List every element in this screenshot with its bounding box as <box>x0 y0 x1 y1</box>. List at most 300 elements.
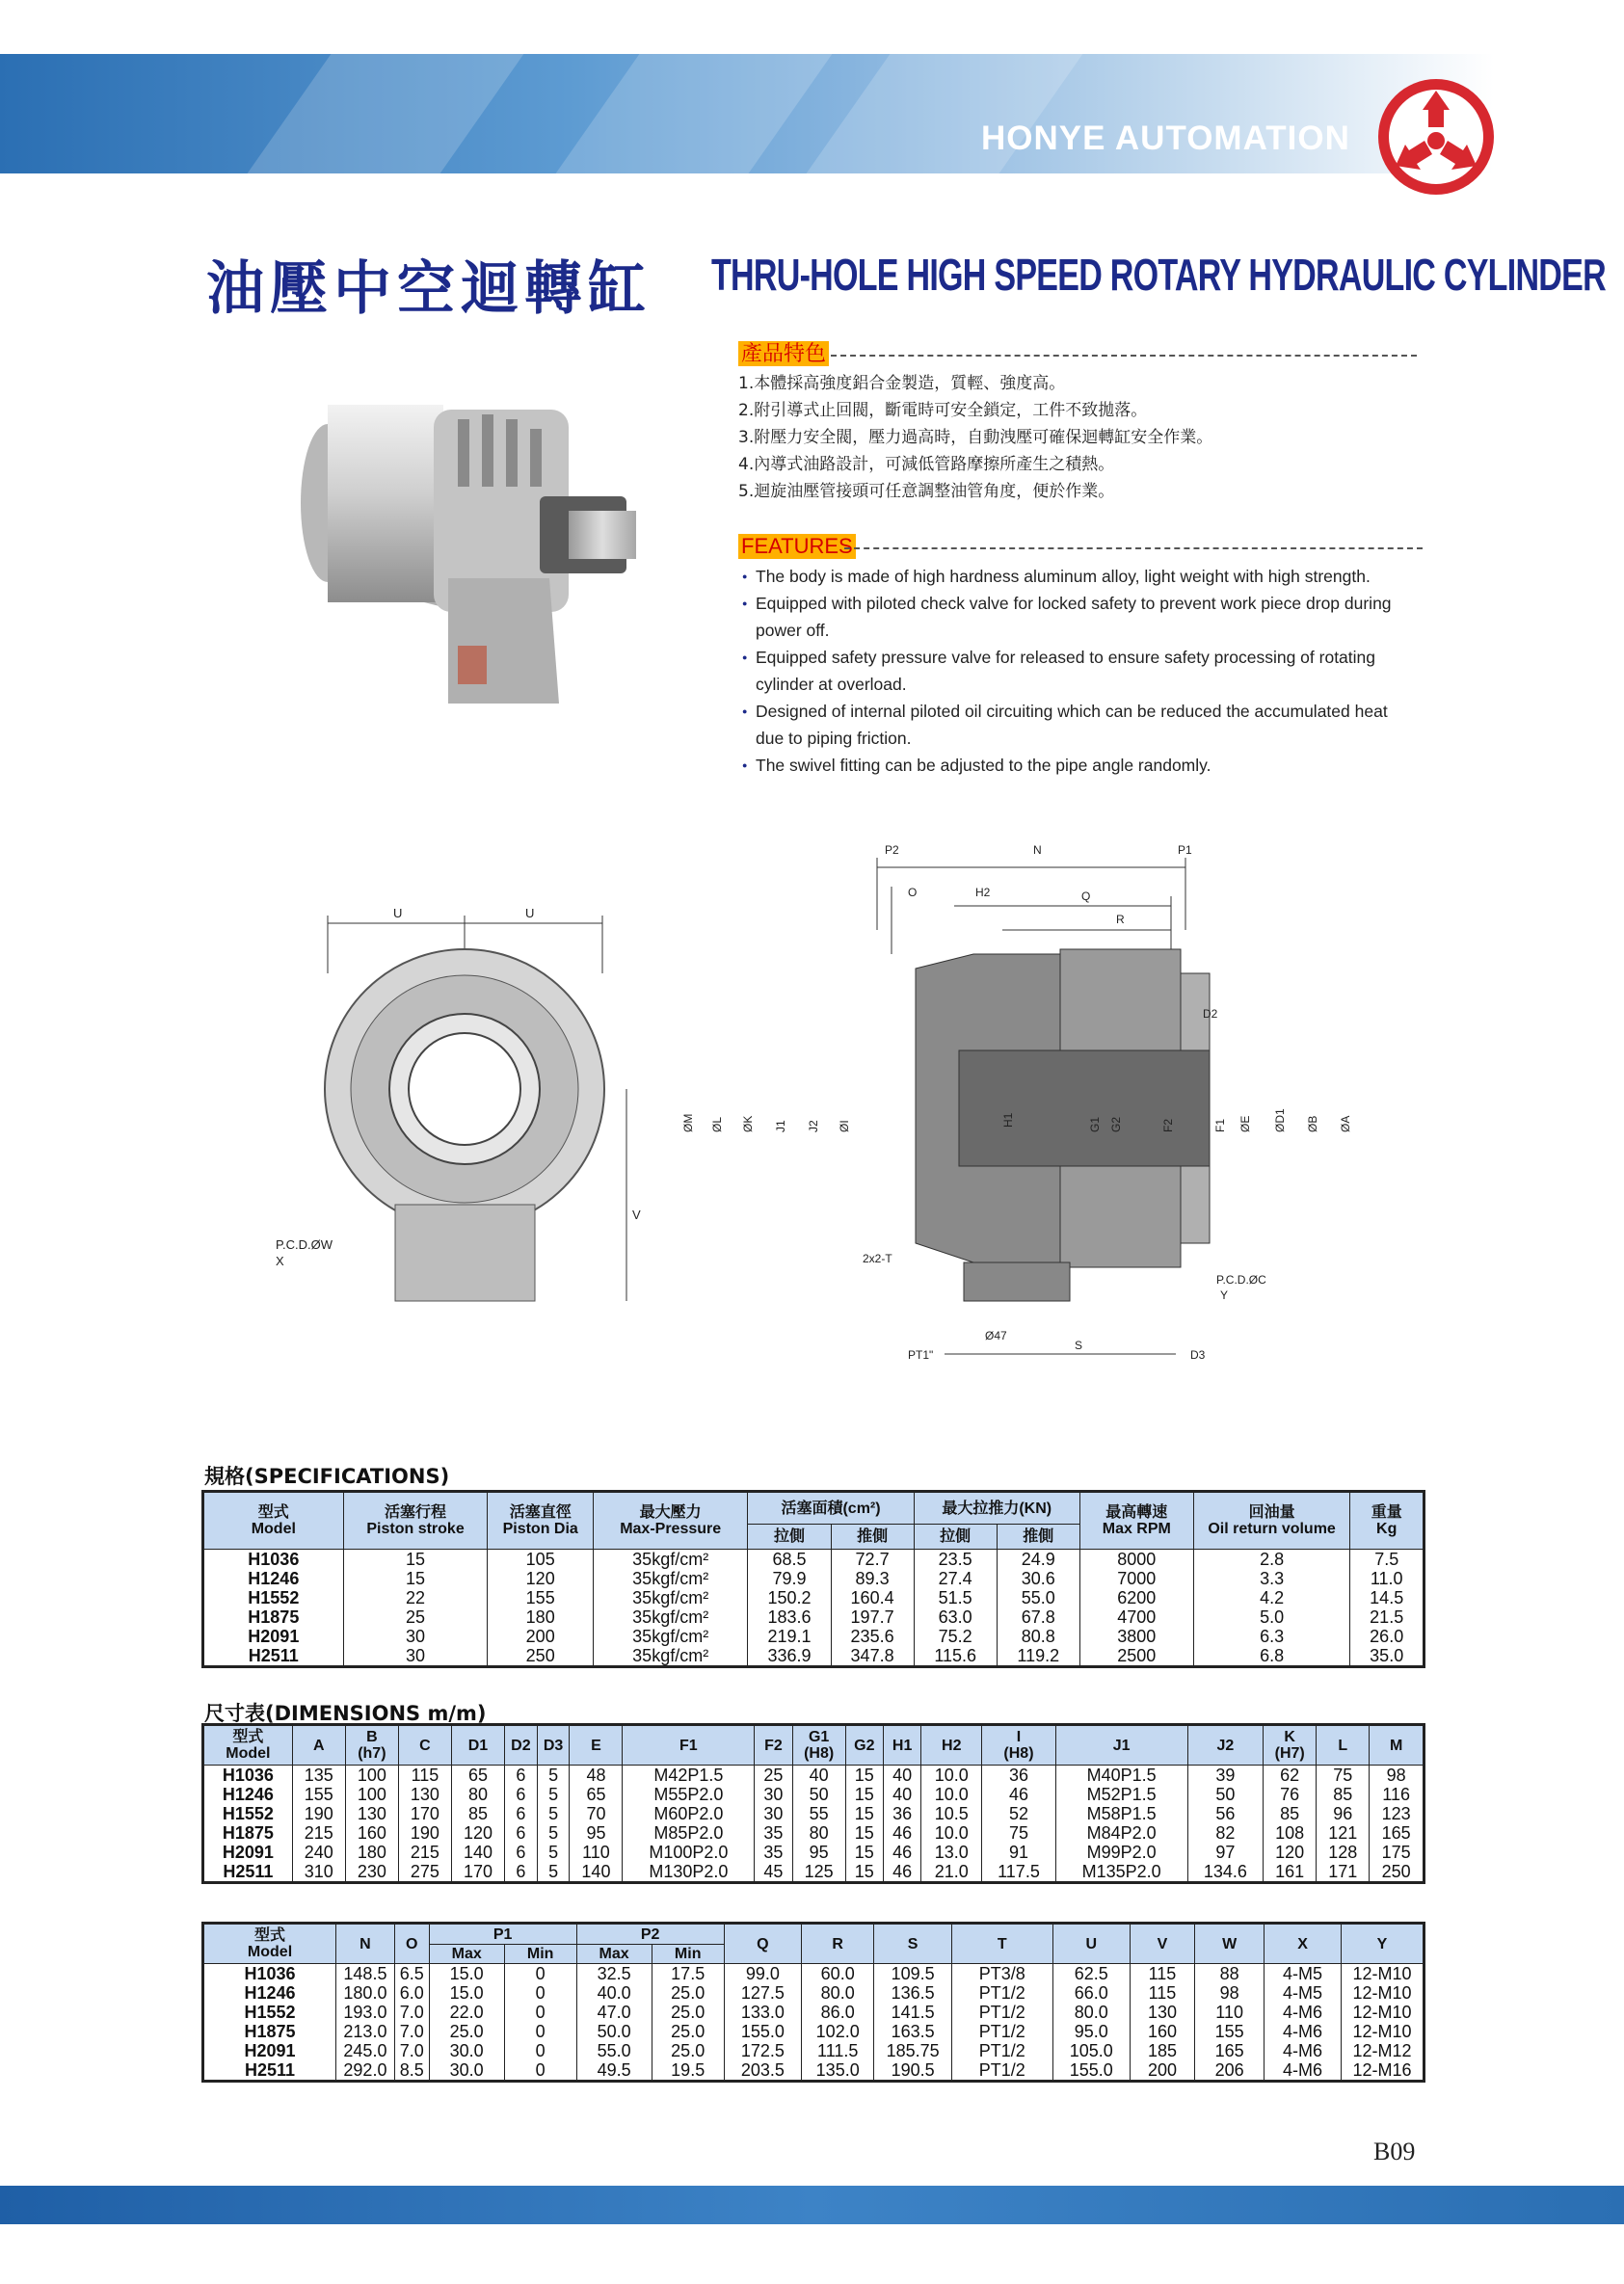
table-cell: 80.0 <box>1052 2003 1130 2022</box>
table-cell: 35kgf/cm² <box>593 1569 748 1588</box>
table-cell: 102.0 <box>802 2022 874 2041</box>
table-cell: 6 <box>505 1862 538 1883</box>
dim-label-pcd-w: P.C.D.ØW <box>276 1237 333 1252</box>
list-item: 5.迴旋油壓管接頭可任意調整油管角度，便於作業。 <box>738 482 1115 501</box>
table-row <box>203 1785 1424 1804</box>
table-cell: 105.0 <box>1052 2041 1130 2060</box>
table-cell: 30.0 <box>429 2060 504 2082</box>
table-cell: 86.0 <box>802 2003 874 2022</box>
col-header: J2 <box>1187 1725 1264 1766</box>
table-cell: 55.0 <box>997 1588 1079 1607</box>
table-cell: 15 <box>343 1569 488 1588</box>
dim-label-u2: U <box>525 906 535 920</box>
table-cell: 15 <box>343 1550 488 1570</box>
table-cell: 140 <box>451 1843 504 1862</box>
table-cell: 35 <box>755 1823 792 1843</box>
col-header: R <box>802 1924 874 1964</box>
col-header: T <box>951 1924 1052 1964</box>
col-header: E <box>570 1725 623 1766</box>
table-row <box>203 2041 1424 2060</box>
table-row <box>203 1550 1424 1570</box>
table-cell: 82 <box>1187 1823 1264 1843</box>
col-header: S <box>874 1924 952 1964</box>
dim-label-f2: F2 <box>1161 1118 1175 1132</box>
col-header: F1 <box>623 1725 755 1766</box>
table-cell: 47.0 <box>576 2003 652 2022</box>
table-cell: 30 <box>755 1804 792 1823</box>
col-header: W <box>1195 1924 1265 1964</box>
list-item: ● The swivel fitting can be adjusted to the pipe angle randomly. <box>742 752 1417 779</box>
col-header: O <box>394 1924 429 1964</box>
table-cell: PT3/8 <box>951 1964 1052 1984</box>
dim-label-p1: P1 <box>1178 843 1192 857</box>
table-cell: 88 <box>1195 1964 1265 1984</box>
table-cell: H2511 <box>203 1646 344 1667</box>
dimensions-table-1 <box>201 1723 1425 1884</box>
table-cell: 10.5 <box>921 1804 982 1823</box>
specs-title: 規格(SPECIFICATIONS) <box>204 1465 450 1488</box>
table-cell: 15.0 <box>429 1983 504 2003</box>
table-cell: 6 <box>505 1823 538 1843</box>
table-cell: 89.3 <box>831 1569 914 1588</box>
table-cell: 62 <box>1264 1766 1317 1786</box>
table-cell: 63.0 <box>914 1607 997 1627</box>
table-cell: 5 <box>537 1766 570 1786</box>
list-item: 1.本體採高強度鋁合金製造，質輕、強度高。 <box>738 374 1066 393</box>
table-cell: 2500 <box>1079 1646 1193 1667</box>
brand-name: HONYE AUTOMATION <box>981 120 1350 157</box>
table-cell: 3800 <box>1079 1627 1193 1646</box>
col-header: V <box>1130 1924 1194 1964</box>
table-cell: 7.0 <box>394 2041 429 2060</box>
table-cell: 160 <box>1130 2022 1194 2041</box>
col-header: 活塞面積(cm²) <box>748 1492 914 1525</box>
dim-label-d3: D3 <box>1190 1348 1206 1362</box>
features-en-label: FEATURES <box>738 534 856 559</box>
table-cell: 80.8 <box>997 1627 1079 1646</box>
list-item: 2.附引導式止回閥，斷電時可安全鎖定，工件不致拋落。 <box>738 401 1148 420</box>
table-cell: PT1/2 <box>951 2003 1052 2022</box>
dim-label-v: V <box>632 1208 641 1222</box>
table-cell: 4-M6 <box>1265 2060 1342 2082</box>
table-cell: 200 <box>488 1627 593 1646</box>
table-cell: 185.75 <box>874 2041 952 2060</box>
col-header: D3 <box>537 1725 570 1766</box>
col-header: Min <box>504 1945 576 1964</box>
table-cell: 6.5 <box>394 1964 429 1984</box>
table-cell: 46 <box>883 1823 920 1843</box>
table-cell: 123 <box>1370 1804 1424 1823</box>
table-cell: PT1/2 <box>951 2041 1052 2060</box>
dim-label-k: ØK <box>741 1115 755 1132</box>
col-header: A <box>292 1725 345 1766</box>
table-cell: 98 <box>1370 1766 1424 1786</box>
table-cell: 120 <box>1264 1843 1317 1862</box>
table-cell: 125 <box>792 1862 845 1883</box>
table-cell: 46 <box>982 1785 1056 1804</box>
table-cell: 7.0 <box>394 2022 429 2041</box>
table-cell: 155.0 <box>1052 2060 1130 2082</box>
table-cell: 15 <box>845 1843 883 1862</box>
dim-label-d2: D2 <box>1203 1007 1218 1021</box>
table-cell: M85P2.0 <box>623 1823 755 1843</box>
table-cell: 15 <box>845 1862 883 1883</box>
table-cell: 67.8 <box>997 1607 1079 1627</box>
table-cell: M52P1.5 <box>1055 1785 1187 1804</box>
table-cell: 160.4 <box>831 1588 914 1607</box>
table-cell: 100 <box>345 1785 398 1804</box>
table-cell: 245.0 <box>336 2041 395 2060</box>
table-cell: 25.0 <box>652 2022 724 2041</box>
table-row <box>203 2060 1424 2082</box>
table-row <box>203 1862 1424 1883</box>
col-header: Max <box>576 1945 652 1964</box>
table-cell: 336.9 <box>748 1646 831 1667</box>
table-cell: 7.5 <box>1350 1550 1424 1570</box>
table-cell: H2511 <box>203 2060 336 2082</box>
table-row <box>203 2022 1424 2041</box>
col-header: M <box>1370 1725 1424 1766</box>
list-item: ● Equipped safety pressure valve for released to ensure safety processing of rotating cylinder at overload. <box>742 644 1417 698</box>
divider <box>831 355 1417 357</box>
table-cell: 10.0 <box>921 1823 982 1843</box>
dim-label-e: ØE <box>1238 1115 1252 1132</box>
table-cell: 40.0 <box>576 1983 652 2003</box>
table-cell: 4-M6 <box>1265 2003 1342 2022</box>
dim-label-l: ØL <box>710 1116 724 1132</box>
table-row <box>203 1804 1424 1823</box>
table-cell: H1875 <box>203 1823 293 1843</box>
table-cell: 175 <box>1370 1843 1424 1862</box>
table-cell: 8.5 <box>394 2060 429 2082</box>
page-number: B09 <box>1373 2138 1416 2165</box>
table-cell: 155 <box>488 1588 593 1607</box>
table-cell: 26.0 <box>1350 1627 1424 1646</box>
table-cell: 0 <box>504 1983 576 2003</box>
table-cell: 66.0 <box>1052 1983 1130 2003</box>
table-cell: 6 <box>505 1785 538 1804</box>
table-cell: 50.0 <box>576 2022 652 2041</box>
table-cell: 108 <box>1264 1823 1317 1843</box>
table-cell: 116 <box>1370 1785 1424 1804</box>
table-cell: 12-M10 <box>1341 2022 1424 2041</box>
table-cell: 135.0 <box>802 2060 874 2082</box>
col-header: Max <box>429 1945 504 1964</box>
table-cell: 110 <box>570 1843 623 1862</box>
table-cell: 115 <box>1130 1964 1194 1984</box>
table-cell: 10.0 <box>921 1785 982 1804</box>
table-cell: 6.0 <box>394 1983 429 2003</box>
table-cell: 170 <box>398 1804 451 1823</box>
table-cell: 56 <box>1187 1804 1264 1823</box>
table-cell: H1036 <box>203 1550 344 1570</box>
table-cell: 120 <box>488 1569 593 1588</box>
table-cell: 0 <box>504 2060 576 2082</box>
features-cn-label: 產品特色 <box>738 341 829 366</box>
col-header: J1 <box>1055 1725 1187 1766</box>
table-cell: 0 <box>504 2003 576 2022</box>
dim-label-y: Y <box>1220 1288 1229 1302</box>
table-cell: M130P2.0 <box>623 1862 755 1883</box>
table-cell: 100 <box>345 1766 398 1786</box>
table-cell: H1246 <box>203 1983 336 2003</box>
table-cell: 76 <box>1264 1785 1317 1804</box>
dim-label-2x2-t: 2x2-T <box>863 1252 892 1265</box>
table-cell: 171 <box>1317 1862 1370 1883</box>
table-cell: 111.5 <box>802 2041 874 2060</box>
table-cell: 155 <box>1195 2022 1265 2041</box>
list-item: ● The body is made of high hardness aluminum alloy, light weight with high strength. <box>742 563 1417 590</box>
table-cell: PT1/2 <box>951 2060 1052 2082</box>
table-cell: 161 <box>1264 1862 1317 1883</box>
table-cell: 117.5 <box>982 1862 1056 1883</box>
table-row <box>203 1983 1424 2003</box>
table-cell: 5 <box>537 1785 570 1804</box>
table-cell: 15 <box>845 1785 883 1804</box>
table-cell: 60.0 <box>802 1964 874 1984</box>
table-cell: 163.5 <box>874 2022 952 2041</box>
col-header: Y <box>1341 1924 1424 1964</box>
table-cell: 25 <box>343 1607 488 1627</box>
table-cell: 72.7 <box>831 1550 914 1570</box>
table-cell: 10.0 <box>921 1766 982 1786</box>
table-cell: 52 <box>982 1804 1056 1823</box>
table-cell: 12-M10 <box>1341 2003 1424 2022</box>
dimensions-title: 尺寸表(DIMENSIONS m/m) <box>204 1702 487 1725</box>
table-cell: 15 <box>845 1804 883 1823</box>
col-header: 活塞直徑 Piston Dia <box>488 1492 593 1550</box>
table-cell: H1246 <box>203 1569 344 1588</box>
side-section-drawing <box>681 838 1378 1368</box>
col-header: N <box>336 1924 395 1964</box>
col-header: 重量 Kg <box>1350 1492 1424 1550</box>
table-row <box>203 2003 1424 2022</box>
table-cell: 80 <box>792 1823 845 1843</box>
dim-label-b: ØB <box>1306 1115 1319 1132</box>
table-cell: 180 <box>345 1843 398 1862</box>
table-cell: 203.5 <box>724 2060 801 2082</box>
table-cell: 6.8 <box>1193 1646 1350 1667</box>
table-row <box>203 1823 1424 1843</box>
table-cell: 95.0 <box>1052 2022 1130 2041</box>
table-cell: 15.0 <box>429 1964 504 1984</box>
table-cell: 6 <box>505 1804 538 1823</box>
dim-label-f1: F1 <box>1213 1118 1227 1132</box>
dim-label-h1: H1 <box>1001 1112 1015 1128</box>
table-cell: 40 <box>883 1766 920 1786</box>
table-cell: 127.5 <box>724 1983 801 2003</box>
table-cell: 35 <box>755 1843 792 1862</box>
table-cell: 68.5 <box>748 1550 831 1570</box>
table-cell: 32.5 <box>576 1964 652 1984</box>
table-cell: 121 <box>1317 1823 1370 1843</box>
table-cell: 4700 <box>1079 1607 1193 1627</box>
table-cell: 21.5 <box>1350 1607 1424 1627</box>
col-header: G2 <box>845 1725 883 1766</box>
table-row <box>203 1766 1424 1786</box>
col-header: H2 <box>921 1725 982 1766</box>
table-cell: 96 <box>1317 1804 1370 1823</box>
col-header: 型式 Model <box>203 1492 344 1550</box>
table-cell: 25 <box>755 1766 792 1786</box>
table-cell: 197.7 <box>831 1607 914 1627</box>
table-cell: 95 <box>570 1823 623 1843</box>
table-cell: 51.5 <box>914 1588 997 1607</box>
table-cell: 40 <box>792 1766 845 1786</box>
dim-label-s: S <box>1075 1339 1083 1352</box>
table-cell: H1875 <box>203 2022 336 2041</box>
table-cell: 4-M6 <box>1265 2022 1342 2041</box>
table-cell: 65 <box>570 1785 623 1804</box>
table-cell: 130 <box>345 1804 398 1823</box>
dim-label-n: N <box>1033 843 1042 857</box>
table-cell: 49.5 <box>576 2060 652 2082</box>
table-cell: 30 <box>755 1785 792 1804</box>
features-cn-list <box>738 370 1471 505</box>
table-cell: 45 <box>755 1862 792 1883</box>
table-cell: 292.0 <box>336 2060 395 2082</box>
table-cell: M42P1.5 <box>623 1766 755 1786</box>
table-cell: 85 <box>451 1804 504 1823</box>
table-cell: 12-M12 <box>1341 2041 1424 2060</box>
table-cell: 24.9 <box>997 1550 1079 1570</box>
table-cell: 79.9 <box>748 1569 831 1588</box>
table-cell: 190 <box>398 1823 451 1843</box>
table-cell: 347.8 <box>831 1646 914 1667</box>
col-header: P2 <box>576 1924 724 1945</box>
table-cell: 6 <box>505 1843 538 1862</box>
dim-label-47: Ø47 <box>985 1329 1007 1342</box>
table-cell: M60P2.0 <box>623 1804 755 1823</box>
table-cell: 55.0 <box>576 2041 652 2060</box>
dim-label-r: R <box>1116 913 1125 926</box>
dim-label-o: O <box>908 886 918 899</box>
table-cell: 130 <box>1130 2003 1194 2022</box>
table-cell: 30.6 <box>997 1569 1079 1588</box>
product-photo <box>289 385 665 713</box>
table-cell: 30.0 <box>429 2041 504 2060</box>
table-cell: 200 <box>1130 2060 1194 2082</box>
dim-label-j2: J2 <box>807 1120 820 1132</box>
table-row <box>203 1646 1424 1667</box>
col-header: I (H8) <box>982 1725 1056 1766</box>
table-cell: 0 <box>504 2022 576 2041</box>
table-cell: 193.0 <box>336 2003 395 2022</box>
table-cell: 134.6 <box>1187 1862 1264 1883</box>
table-cell: 46 <box>883 1862 920 1883</box>
table-cell: H1036 <box>203 1766 293 1786</box>
table-cell: 17.5 <box>652 1964 724 1984</box>
table-cell: 119.2 <box>997 1646 1079 1667</box>
table-cell: 7000 <box>1079 1569 1193 1588</box>
table-cell: 97 <box>1187 1843 1264 1862</box>
col-header: X <box>1265 1924 1342 1964</box>
table-cell: 115 <box>1130 1983 1194 2003</box>
table-cell: 5 <box>537 1804 570 1823</box>
table-cell: 50 <box>792 1785 845 1804</box>
table-cell: H1552 <box>203 1588 344 1607</box>
table-cell: 85 <box>1264 1804 1317 1823</box>
table-cell: 141.5 <box>874 2003 952 2022</box>
front-view-drawing <box>270 896 675 1330</box>
col-header: Q <box>724 1924 801 1964</box>
list-item: ● Designed of internal piloted oil circuiting which can be reduced the accumulated heat due to piping friction. <box>742 698 1417 752</box>
col-header: 型式 Model <box>203 1725 293 1766</box>
table-cell: 98 <box>1195 1983 1265 2003</box>
table-cell: 36 <box>982 1766 1056 1786</box>
table-cell: 13.0 <box>921 1843 982 1862</box>
table-cell: M58P1.5 <box>1055 1804 1187 1823</box>
col-header: 拉側 <box>914 1525 997 1550</box>
table-cell: 36 <box>883 1804 920 1823</box>
dim-label-h2: H2 <box>975 886 991 899</box>
table-cell: H1875 <box>203 1607 344 1627</box>
table-cell: M100P2.0 <box>623 1843 755 1862</box>
table-cell: PT1/2 <box>951 2022 1052 2041</box>
col-header: 活塞行程 Piston stroke <box>343 1492 488 1550</box>
table-cell: 35kgf/cm² <box>593 1607 748 1627</box>
dim-label-m: ØM <box>681 1113 695 1132</box>
table-cell: 115.6 <box>914 1646 997 1667</box>
table-cell: 48 <box>570 1766 623 1786</box>
table-cell: 25.0 <box>652 1983 724 2003</box>
col-header: G1 (H8) <box>792 1725 845 1766</box>
table-cell: 4-M5 <box>1265 1964 1342 1984</box>
table-cell: 11.0 <box>1350 1569 1424 1588</box>
table-cell: 35kgf/cm² <box>593 1588 748 1607</box>
table-cell: 22.0 <box>429 2003 504 2022</box>
table-cell: 2.8 <box>1193 1550 1350 1570</box>
table-cell: H2091 <box>203 2041 336 2060</box>
col-header: D2 <box>505 1725 538 1766</box>
table-cell: 4-M6 <box>1265 2041 1342 2060</box>
table-cell: M99P2.0 <box>1055 1843 1187 1862</box>
list-item: ● Equipped with piloted check valve for locked safety to prevent work piece drop during power off. <box>742 590 1417 644</box>
dim-label-q: Q <box>1081 890 1091 903</box>
table-cell: 5.0 <box>1193 1607 1350 1627</box>
table-cell: 55 <box>792 1804 845 1823</box>
table-cell: 190 <box>292 1804 345 1823</box>
col-header: 推側 <box>831 1525 914 1550</box>
table-cell: 0 <box>504 1964 576 1984</box>
table-cell: M55P2.0 <box>623 1785 755 1804</box>
table-cell: 190.5 <box>874 2060 952 2082</box>
table-cell: 219.1 <box>748 1627 831 1646</box>
table-cell: 310 <box>292 1862 345 1883</box>
table-cell: 215 <box>398 1843 451 1862</box>
table-cell: 165 <box>1195 2041 1265 2060</box>
table-cell: 155 <box>292 1785 345 1804</box>
table-cell: 215 <box>292 1823 345 1843</box>
table-cell: 155.0 <box>724 2022 801 2041</box>
table-cell: 4.2 <box>1193 1588 1350 1607</box>
col-header: H1 <box>883 1725 920 1766</box>
table-cell: 6200 <box>1079 1588 1193 1607</box>
table-cell: 12-M10 <box>1341 1964 1424 1984</box>
table-cell: 22 <box>343 1588 488 1607</box>
table-cell: 62.5 <box>1052 1964 1130 1984</box>
table-cell: 35kgf/cm² <box>593 1646 748 1667</box>
table-cell: H2511 <box>203 1862 293 1883</box>
dim-label-g2: G2 <box>1109 1116 1123 1132</box>
table-row <box>203 1607 1424 1627</box>
dim-label-g1: G1 <box>1088 1116 1102 1132</box>
table-cell: 5 <box>537 1823 570 1843</box>
table-cell: 3.3 <box>1193 1569 1350 1588</box>
table-cell: 91 <box>982 1843 1056 1862</box>
table-row <box>203 1569 1424 1588</box>
table-cell: 5 <box>537 1843 570 1862</box>
